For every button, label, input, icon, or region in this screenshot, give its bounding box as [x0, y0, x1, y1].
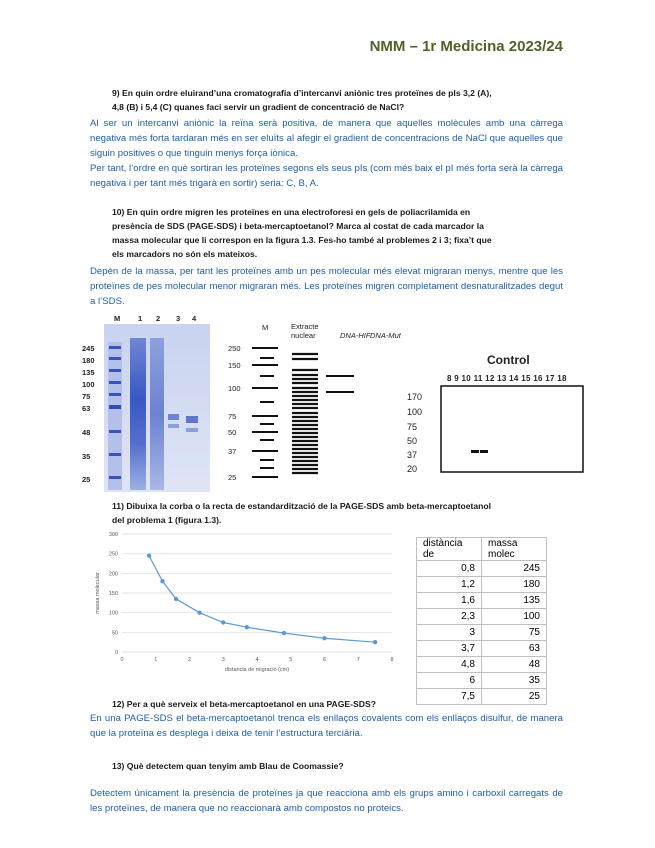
- chart-data-point: [245, 625, 249, 629]
- migration-data-table: [416, 537, 547, 705]
- chart-y-tick-label: 300: [108, 532, 118, 538]
- gel1-marker-245: 245: [82, 344, 95, 353]
- table-cell-distance: 3,7: [417, 641, 482, 657]
- question-11: [112, 499, 562, 527]
- chart-x-axis-label: distancia de migració (cm): [224, 667, 290, 673]
- chart-data-point: [282, 631, 286, 635]
- chart-y-tick-label: 0: [114, 650, 118, 656]
- question-9-line-2: 4,8 (B) i 5,4 (C) quanes faci servir un gradient de concentració de NaCl?: [112, 102, 405, 112]
- question-10: [112, 205, 562, 261]
- chart-y-axis-label: massa molecular: [95, 572, 101, 614]
- gel1-marker-48: 48: [82, 428, 91, 437]
- gel3-title: Control: [487, 353, 530, 367]
- table-row: [417, 673, 547, 689]
- table-row: [417, 561, 547, 577]
- gel1-image: [104, 324, 210, 492]
- chart-y-tick-label: 50: [111, 630, 118, 637]
- gel3-marker-100: 100: [407, 407, 423, 417]
- answer-10: Depèn de la massa, per tant les proteïnes amb un pes molecular més elevat migraran menys, mentre que les proteïnes de pes molecular menor migraran més. Les proteïnes migren completament desnaturalitzades degut a l’SDS.: [90, 266, 563, 307]
- table-cell-mass: 180: [482, 577, 547, 593]
- table-cell-mass: 63: [482, 641, 547, 657]
- question-10-line-1: 10) En quin ordre migren les proteïnes en una electroforesi en gels de poliacrilamida en: [112, 207, 471, 217]
- gel2-marker-75: 75: [228, 412, 237, 421]
- table-header-mass: massa molec: [482, 538, 547, 561]
- chart-data-point: [221, 620, 225, 624]
- table-row: [417, 625, 547, 641]
- gel3-image: [405, 350, 590, 480]
- gel2-marker-25: 25: [228, 473, 237, 482]
- question-11-line-1: 11) Dibuixa la corba o la recta de estandardització de la PAGE-SDS amb beta-mercaptoetanol: [112, 501, 492, 511]
- question-9: [112, 86, 562, 114]
- table-row: [417, 609, 547, 625]
- gel1-lane-1: 1: [138, 314, 143, 323]
- table-header-row: [417, 538, 547, 561]
- chart-data-point: [160, 579, 164, 583]
- gel1-marker-35: 35: [82, 452, 91, 461]
- table-cell-distance: 1,6: [417, 593, 482, 609]
- question-9-line-1: 9) En quin ordre eluirand’una cromatografia d’intercanvi aniònic tres proteïnes de pIs 3,2 (A),: [112, 88, 492, 98]
- question-13: 13) Què detectem quan tenyim amb Blau de Coomassie?: [112, 761, 344, 771]
- gel-schematic-nuclear-extract: [222, 318, 407, 488]
- table-row: [417, 657, 547, 673]
- answer-9-paragraph-2: Per tant, l’ordre en què sortiran les proteïnes segons els seus pIs (com més baix el pI més forta serà la càrrega negativa i per tant més trigarà en sortir) seria: C, B, A.: [90, 163, 563, 189]
- question-11-line-2: del problema 1 (figura 1.3).: [112, 515, 222, 525]
- table-cell-mass: 135: [482, 593, 547, 609]
- gel1-lane-4: 4: [192, 314, 197, 323]
- chart-x-tick-label: 0: [120, 657, 124, 663]
- table-row: [417, 641, 547, 657]
- table-row: [417, 577, 547, 593]
- gel2-marker-150: 150: [228, 361, 241, 370]
- chart-x-tick-label: 4: [255, 657, 259, 663]
- gel1-marker-75: 75: [82, 392, 91, 401]
- gel-control: [405, 350, 590, 480]
- gel2-marker-100: 100: [228, 384, 241, 393]
- table-cell-distance: 2,3: [417, 609, 482, 625]
- question-10-line-2: presència de SDS (PAGE-SDS) i beta-mercaptoetanol? Marca al costat de cada marcador la: [112, 221, 484, 231]
- gel1-marker-25: 25: [82, 475, 91, 484]
- gel2-col-hif: DNA-HIF: [340, 331, 371, 340]
- standardization-chart: [90, 528, 408, 676]
- gel2-marker-50: 50: [228, 428, 237, 437]
- gel2-col-mut: DNA-Mut: [370, 331, 401, 340]
- answer-12: En una PAGE-SDS el beta-mercaptoetanol trenca els enllaços covalents com els enllaços disulfur, de manera que la proteïna es desplega i deixa de tenir l’estructura terciària.: [90, 713, 563, 739]
- table-cell-mass: 48: [482, 657, 547, 673]
- table-cell-distance: 7,5: [417, 689, 482, 705]
- chart-data-point: [373, 640, 377, 644]
- table-row: [417, 593, 547, 609]
- gel1-marker-135: 135: [82, 368, 95, 377]
- chart-x-tick-label: 2: [187, 657, 192, 663]
- gel3-marker-20: 20: [407, 464, 418, 474]
- gel2-marker-250: 250: [228, 344, 241, 353]
- gel3-marker-75: 75: [407, 422, 418, 432]
- table-cell-distance: 6: [417, 673, 482, 689]
- gel3-lanes: 8 9 10 11 12 13 14 15 16 17 18: [447, 374, 567, 383]
- chart-y-tick-label: 150: [108, 591, 118, 597]
- chart-x-tick-label: 6: [322, 657, 327, 663]
- gel2-col-m: M: [262, 323, 269, 332]
- table-cell-mass: 75: [482, 625, 547, 641]
- gel1-lane-3: 3: [176, 314, 181, 323]
- table-cell-mass: 245: [482, 561, 547, 577]
- question-10-line-3: massa molecular que li correspon en la figura 1.3. Fes-ho també al problemes 2 i 3; fixa’t que: [112, 235, 492, 245]
- question-12: 12) Per a què serveix el beta-mercaptoetanol en una PAGE-SDS?: [112, 699, 376, 709]
- chart-y-tick-label: 200: [108, 571, 118, 578]
- chart-x-tick-label: 7: [356, 657, 360, 663]
- gel2-marker-37: 37: [228, 447, 237, 456]
- document-header: NMM – 1r Medicina 2023/24: [369, 38, 563, 55]
- chart-x-tick-label: 1: [154, 657, 158, 663]
- table-cell-distance: 4,8: [417, 657, 482, 673]
- table-header-distance: distància de: [417, 538, 482, 561]
- gel2-col-extract-1: Extracte: [291, 322, 319, 331]
- chart-data-point: [322, 636, 326, 640]
- chart-x-tick-label: 5: [289, 657, 293, 663]
- chart-x-tick-label: 8: [390, 657, 394, 663]
- table-cell-distance: 0,8: [417, 561, 482, 577]
- chart-y-tick-label: 100: [108, 610, 118, 617]
- gel1-marker-180: 180: [82, 356, 95, 365]
- gel2-image: [222, 318, 407, 488]
- gel1-lane-m: M: [114, 314, 121, 323]
- answer-9: [90, 116, 563, 191]
- chart-data-point: [174, 597, 178, 601]
- question-10-line-4: els marcadors no són els mateixos.: [112, 249, 258, 259]
- table-cell-distance: 1,2: [417, 577, 482, 593]
- gel-image-coomassie: [80, 312, 215, 492]
- chart-data-point: [147, 553, 151, 557]
- table-cell-distance: 3: [417, 625, 482, 641]
- gel1-marker-63: 63: [82, 404, 91, 413]
- chart-data-point: [197, 610, 201, 614]
- gel3-marker-170: 170: [407, 392, 423, 402]
- table-cell-mass: 35: [482, 673, 547, 689]
- gel1-lane-2: 2: [156, 314, 161, 323]
- gel3-marker-50: 50: [407, 436, 418, 446]
- chart-series-line: [149, 556, 375, 643]
- chart-x-tick-label: 3: [221, 657, 225, 663]
- chart-y-tick-label: 250: [108, 551, 118, 558]
- table-cell-mass: 25: [482, 689, 547, 705]
- gel2-col-extract-2: nuclear: [291, 331, 316, 340]
- gel3-marker-37: 37: [407, 450, 418, 460]
- answer-13: Detectem únicament la presència de proteïnes ja que reacciona amb els grups amino i carboxil carregats de les proteïnes, de manera que no reaccionarà amb compostos no proteics.: [90, 788, 563, 814]
- gel1-marker-100: 100: [82, 380, 95, 389]
- answer-9-paragraph-1: Al ser un intercanvi aniònic la reïna serà positiva, de manera que aquelles molècules amb una càrrega negativa més forta tardaran més en ser eluïts al afegir el gradient de concentracions de NaCl que aquelles que siguin positives o que tinguin menys força iònica.: [90, 118, 563, 159]
- table-cell-mass: 100: [482, 609, 547, 625]
